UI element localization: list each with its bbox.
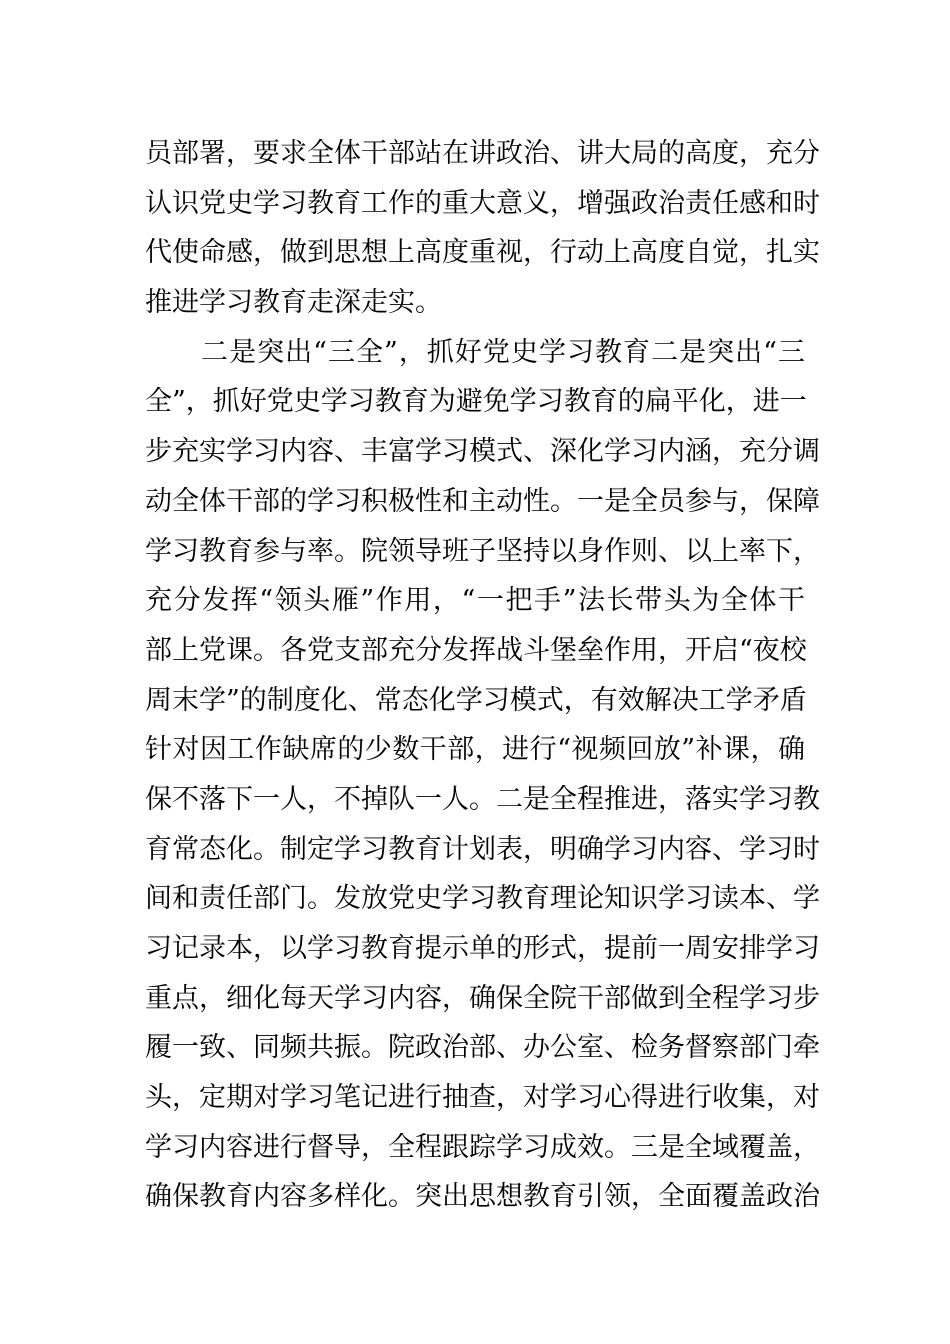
text-line: 周末学”的制度化、常态化学习模式，有效解决工学矛盾 (145, 684, 807, 716)
text-line: 充分发挥“领头雁”作用，“一把手”法长带头为全体干 (145, 585, 805, 617)
text-line: 员部署，要求全体干部站在讲政治、讲大局的高度，充分 (145, 138, 820, 169)
text-line: 头，定期对学习笔记进行抽查，对学习心得进行收集，对 (145, 1082, 820, 1114)
text-line: 二是突出“三全”，抓好党史学习教育二是突出“三 (145, 336, 805, 368)
text-line: 间和责任部门。发放党史学习教育理论知识学习读本、学 (145, 883, 820, 915)
text-line: 步充实学习内容、丰富学习模式、深化学习内涵，充分调 (145, 436, 820, 468)
text-line: 履一致、同频共振。院政治部、办公室、检务督察部门牵 (145, 1032, 820, 1064)
text-line: 代使命感，做到思想上高度重视，行动上高度自觉，扎实 (145, 237, 820, 269)
text-line: 学习内容进行督导，全程跟踪学习成效。三是全域覆盖， (145, 1131, 820, 1163)
text-line: 确保教育内容多样化。突出思想教育引领，全面覆盖政治 (145, 1181, 820, 1213)
document-body (145, 129, 820, 1222)
text-line: 习记录本，以学习教育提示单的形式，提前一周安排学习 (145, 933, 820, 964)
text-line: 认识党史学习教育工作的重大意义，增强政治责任感和时 (145, 187, 820, 219)
text-line: 重点，细化每天学习内容，确保全院干部做到全程学习步 (145, 982, 820, 1014)
paragraph-2 (145, 328, 820, 1222)
text-line: 学习教育参与率。院领导班子坚持以身作则、以上率下， (145, 535, 820, 567)
text-line: 部上党课。各党支部充分发挥战斗堡垒作用，开启“夜校 (145, 634, 807, 666)
text-line: 针对因工作缺席的少数干部，进行“视频回放”补课，确 (145, 734, 805, 766)
paragraph-1 (145, 129, 820, 328)
text-line: 推进学习教育走深走实。 (145, 287, 442, 319)
text-line: 育常态化。制定学习教育计划表，明确学习内容、学习时 (145, 833, 820, 865)
text-line: 全”，抓好党史学习教育为避免学习教育的扁平化，进一 (145, 386, 807, 418)
text-line: 保不落下一人，不掉队一人。二是全程推进，落实学习教 (145, 783, 820, 815)
text-line: 动全体干部的学习积极性和主动性。一是全员参与，保障 (145, 485, 820, 517)
